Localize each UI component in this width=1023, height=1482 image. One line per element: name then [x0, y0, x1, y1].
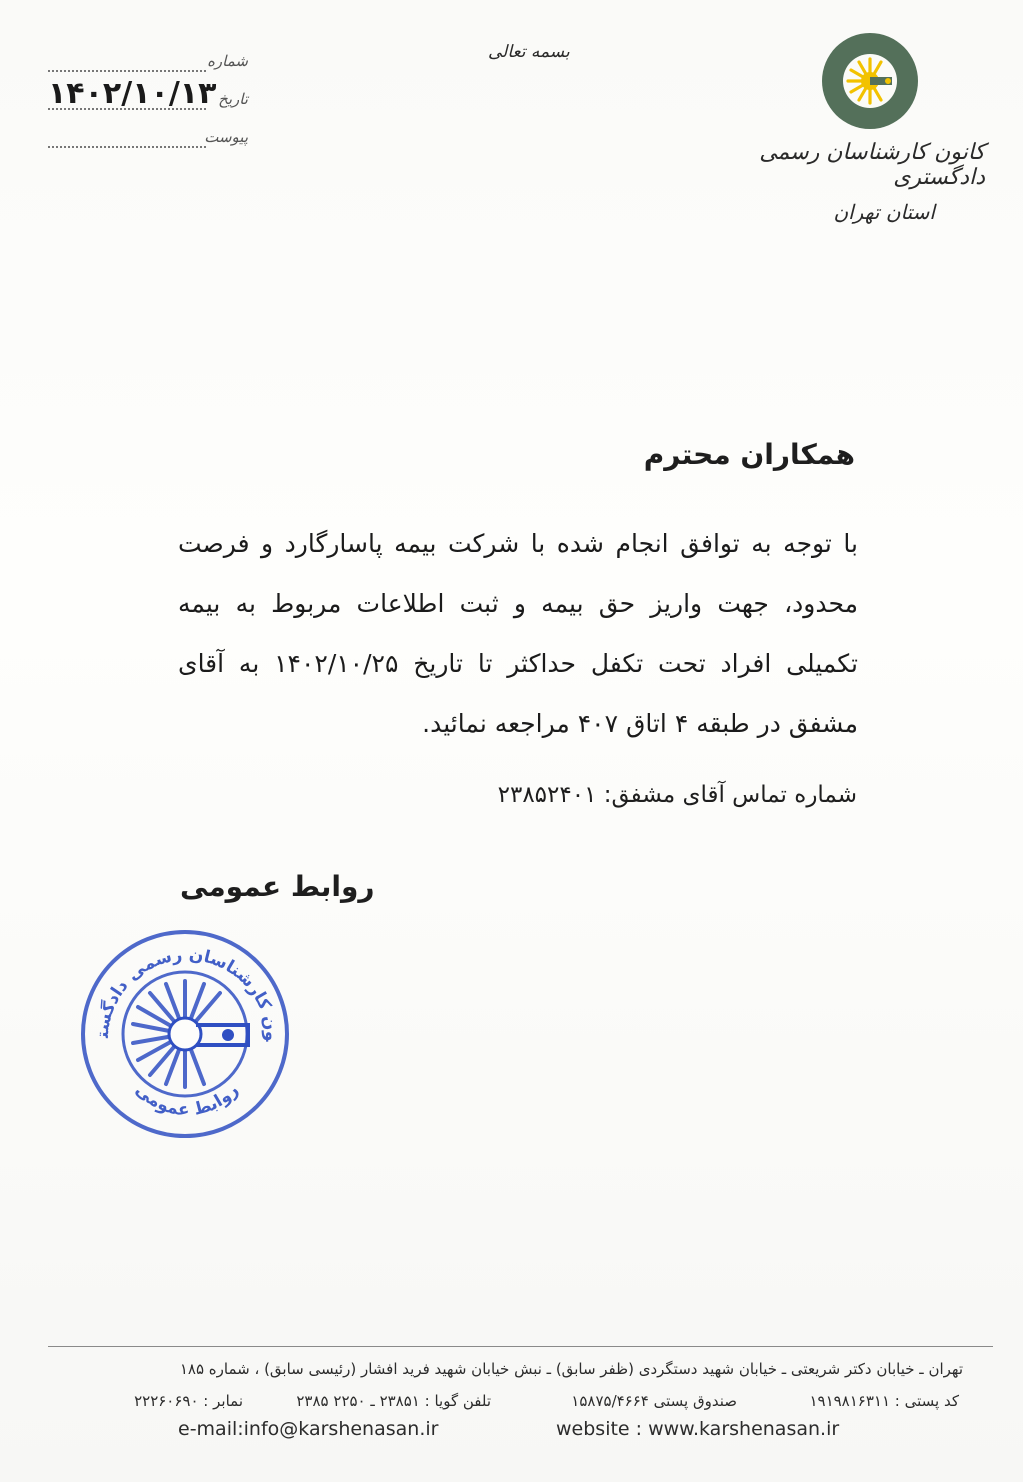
footer-phone: تلفن گویا : ۲۳۸۵۱ ـ ۲۲۵۰ ۲۳۸۵: [296, 1392, 491, 1410]
organization-name: کانون کارشناسان رسمی دادگستری: [759, 140, 985, 190]
sun-pen-icon: [822, 33, 918, 129]
contact-line: شماره تماس آقای مشفق: ۲۳۸۵۲۴۰۱: [497, 782, 857, 808]
number-field: [48, 52, 248, 76]
date-value: ۱۴۰۲/۱۰/۱۳: [48, 76, 217, 111]
number-label: شماره: [207, 52, 248, 70]
footer-divider: [48, 1346, 993, 1347]
signature: روابط عمومی: [180, 870, 375, 903]
date-field: [48, 76, 248, 114]
footer-email-link[interactable]: e-mail:info@karshenasan.ir: [178, 1418, 439, 1440]
basmala: بسمه تعالی: [488, 42, 570, 62]
stamp-seal-icon: [78, 927, 293, 1142]
attachment-label: پیوست: [204, 128, 248, 146]
footer-website-link[interactable]: website : www.karshenasan.ir: [556, 1418, 840, 1440]
attachment-dotted-line: [48, 146, 206, 148]
stamp-outer-text: ون کارشناسان رسمی دادگست: [92, 944, 282, 1042]
salutation: همکاران محترم: [643, 438, 855, 471]
letter-body: با توجه به توافق انجام شده با شرکت بیمه پاسارگارد و فرصت محدود، جهت واریز حق بیمه و ثبت اطلاعات مربوط به بیمه تکمیلی افراد تحت تکفل حداکثر تا تاریخ ۱۴۰۲/۱۰/۲۵ به آقای مشفق در طبقه ۴ اتاق ۴۰۷ مراجعه نمائید.: [178, 529, 858, 738]
date-label: تاریخ: [218, 90, 248, 108]
organization-province: استان تهران: [833, 200, 935, 224]
footer-postal-code: کد پستی : ۱۹۱۹۸۱۶۳۱۱: [809, 1392, 959, 1410]
attachment-field: [48, 128, 248, 152]
footer-fax: نمابر : ۲۲۲۶۰۶۹۰: [134, 1392, 243, 1410]
organization-logo: [822, 33, 918, 129]
official-stamp: [78, 927, 293, 1142]
footer-po-box: صندوق پستی ۱۵۸۷۵/۴۶۶۴: [571, 1392, 737, 1410]
number-dotted-line: [48, 70, 206, 72]
footer-address: تهران ـ خیابان دکتر شریعتی ـ خیابان شهید دستگردی (ظفر سابق) ـ نبش خیابان شهید فرید افشار (رئیسی سابق) ، شماره ۱۸۵: [179, 1360, 963, 1378]
stamp-inner-text: روابط عمومی: [131, 1080, 243, 1121]
